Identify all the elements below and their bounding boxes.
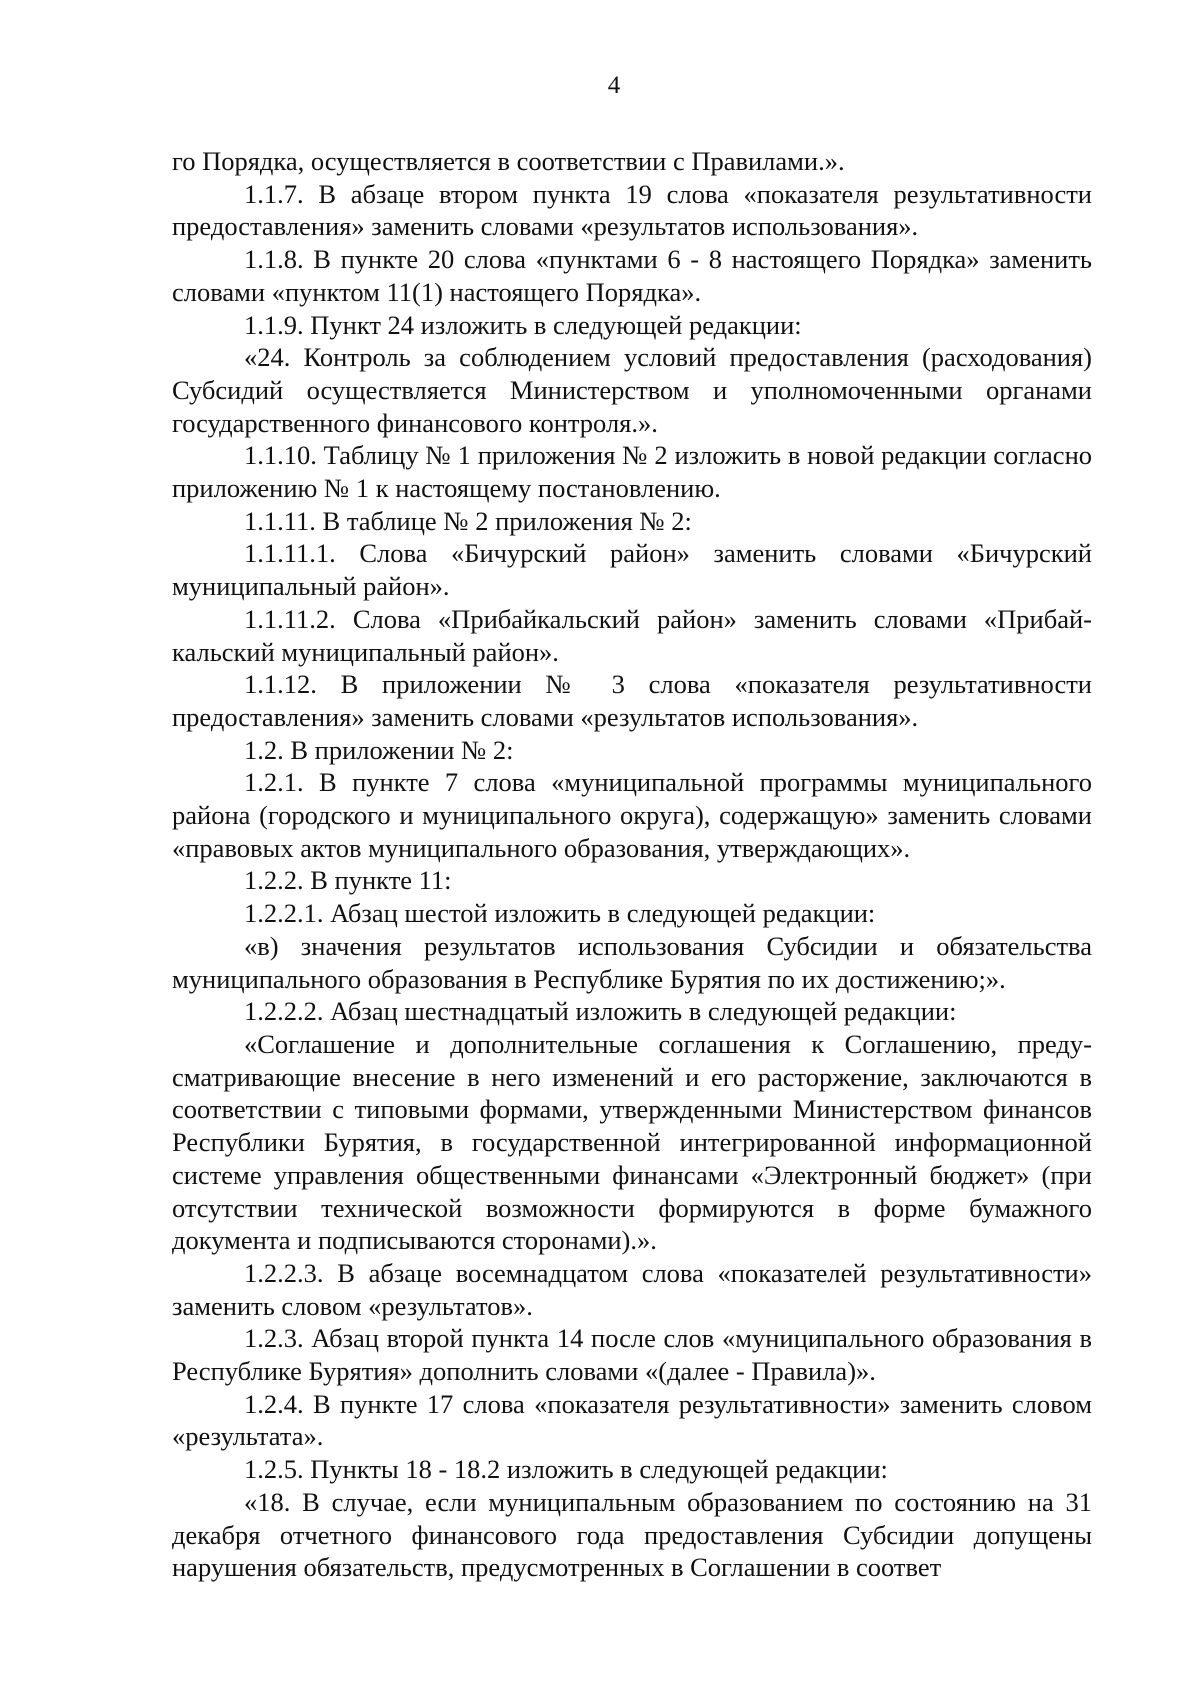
paragraph: 1.2.3. Абзац второй пункта 14 после слов «муниципального образования в Республике Бурятия» дополнить словами «(далее - Правила)». bbox=[172, 1323, 1092, 1387]
paragraph: 1.1.11.1. Слова «Бичурский район» заменить словами «Бичурский муниципальный район». bbox=[172, 538, 1092, 602]
paragraph: 1.2.2. В пункте 11: bbox=[244, 865, 452, 896]
paragraph: 1.2.2.1. Абзац шестой изложить в следующей редакции: bbox=[244, 898, 876, 929]
paragraph: 1.1.8. В пункте 20 слова «пунктами 6 - 8 настоящего Порядка» заменить словами «пунктом 11(1) настоящего Порядка». bbox=[172, 244, 1092, 307]
paragraph: 1.2.4. В пункте 17 слова «показателя результативности» заменить словом «результата». bbox=[172, 1388, 1092, 1452]
paragraph: 1.2.2.2. Абзац шестнадцатый изложить в следующей редакции: bbox=[244, 996, 957, 1027]
paragraph: 1.2. В приложении № 2: bbox=[244, 734, 514, 765]
paragraph: «18. В случае, если муниципальным образованием по состоянию на 31 декабря отчетного финансового года предоставления Субсидии допущены нарушения обязательств, предусмотренных в Соглашении в соответ bbox=[172, 1486, 1092, 1583]
paragraph: «в) значения результатов использования Субсидии и обязательства муниципального образования в Республике Бурятия по их достижению;». bbox=[172, 930, 1092, 994]
paragraph: 1.1.12. В приложении № 3 слова «показателя результативности предоставления» заменить словами «результатов использования». bbox=[172, 669, 1092, 732]
paragraph: 1.1.9. Пункт 24 изложить в следующей редакции: bbox=[244, 309, 802, 340]
paragraph: «Соглашение и дополнительные соглашения к Соглашению, предусматривающие внесение в него изменений и его расторжение, заключаются в соответствии с типовыми формами, утвержденными Министерством финансов Республики Бурятия, в государственной интегрированной информационной системе управления общественными финансами «Электронный бюджет» (при отсутствии технической возможности формируются в форме бумажного документа и подписываются сторонами).». bbox=[172, 1028, 1092, 1256]
paragraph: 1.1.7. В абзаце втором пункта 19 слова «показателя результативности предоставления» заменить словами «результатов использования». bbox=[172, 178, 1092, 242]
paragraph: «24. Контроль за соблюдением условий предоставления (расходования) Субсидий осуществляется Министерством и уполномоченными органами государственного финансового контроля.». bbox=[172, 342, 1092, 438]
paragraph: 1.1.11. В таблице № 2 приложения № 2: bbox=[244, 505, 692, 536]
document-body bbox=[172, 145, 1092, 1584]
paragraph: 1.1.10. Таблицу № 1 приложения № 2 изложить в новой редакции согласно приложению № 1 к настоящему постановлению. bbox=[172, 440, 1092, 504]
paragraph: го Порядка, осуществляется в соответствии с Правилами.». bbox=[172, 146, 845, 176]
paragraph: 1.2.2.3. В абзаце восемнадцатом слова «показателей результативности» заменить словом «результатов». bbox=[172, 1257, 1092, 1321]
paragraph: 1.2.5. Пункты 18 - 18.2 изложить в следующей редакции: bbox=[244, 1454, 888, 1485]
paragraph: 1.1.11.2. Слова «Прибайкальский район» заменить словами «Прибайкальский муниципальный район». bbox=[172, 603, 1092, 667]
paragraph: 1.2.1. В пункте 7 слова «муниципальной программы муниципального района (городского и муниципального округа), содержащую» заменить словами «правовых актов муниципального образования, утверждающих». bbox=[172, 767, 1092, 863]
page-number: 4 bbox=[607, 72, 621, 99]
